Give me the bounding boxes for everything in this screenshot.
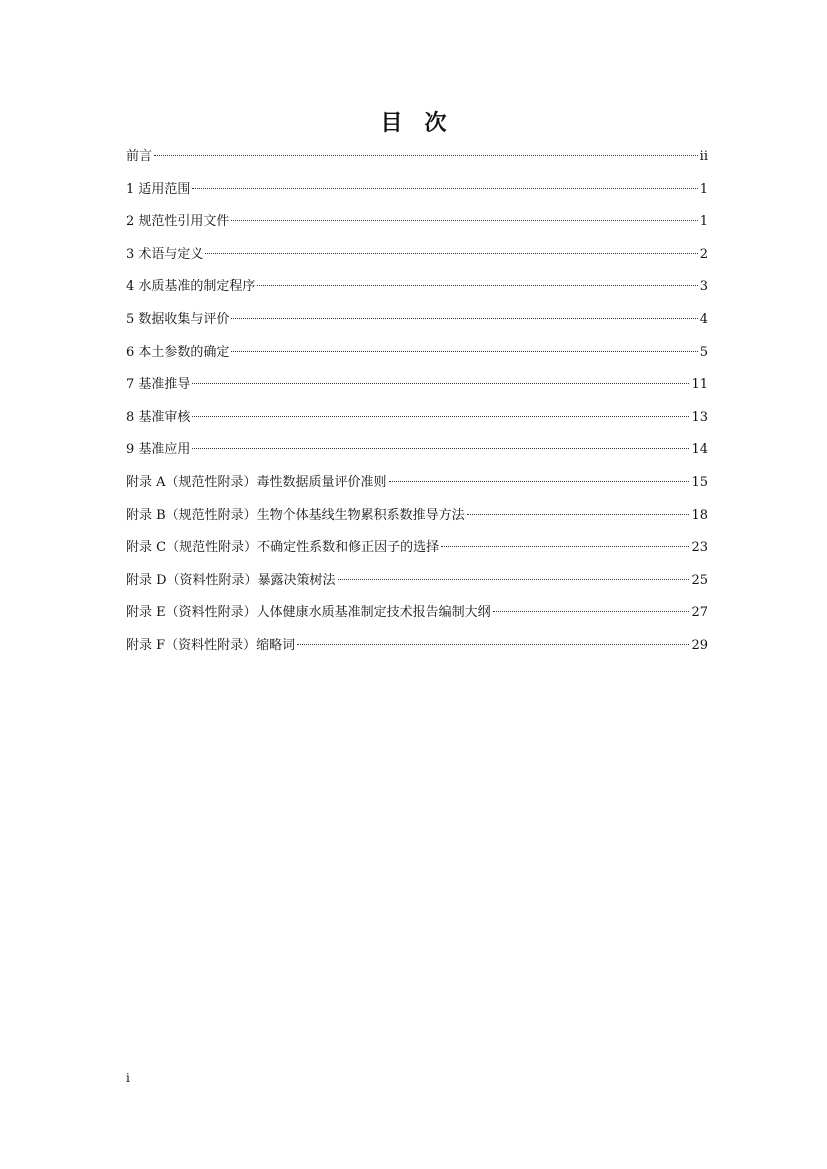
toc-leader-dots <box>493 610 690 612</box>
toc-leader-dots <box>192 447 689 449</box>
toc-leader-dots <box>338 578 690 580</box>
toc-leader-dots <box>257 284 697 286</box>
toc-entry-3[interactable] <box>126 245 708 278</box>
toc-leader-dots <box>231 317 697 319</box>
page-number: i <box>126 1071 130 1085</box>
toc-entry-page: 1 <box>699 181 708 197</box>
page-title: 目 次 <box>380 111 447 136</box>
toc-entry-label: 4 水质基准的制定程序 <box>126 279 256 295</box>
toc-entry-label: 1 适用范围 <box>126 181 191 197</box>
toc-leader-dots <box>467 513 690 515</box>
toc-entry-label: 附录 F（资料性附录）缩略词 <box>126 637 296 653</box>
toc-entry-label: 附录 A（规范性附录）毒性数据质量评价准则 <box>126 474 387 490</box>
toc-leader-dots <box>192 382 689 384</box>
toc-entry-page: 15 <box>691 474 708 490</box>
toc-entry-page: 11 <box>691 377 708 393</box>
toc-leader-dots <box>192 415 689 417</box>
toc-entry-2[interactable] <box>126 212 708 245</box>
toc-entry-page: 4 <box>699 311 708 327</box>
table-of-contents <box>126 147 708 669</box>
toc-leader-dots <box>154 154 698 156</box>
toc-entry-label: 7 基准推导 <box>126 377 191 393</box>
toc-entry-page: 5 <box>699 344 708 360</box>
toc-entry-appendix-a[interactable] <box>126 473 708 506</box>
toc-entry-label: 6 本土参数的确定 <box>126 344 230 360</box>
toc-entry-page: ii <box>699 149 708 164</box>
toc-entry-4[interactable] <box>126 277 708 310</box>
toc-entry-page: 18 <box>691 507 708 523</box>
toc-entry-page: 27 <box>691 605 708 621</box>
toc-entry-page: 2 <box>699 246 708 262</box>
toc-leader-dots <box>205 252 697 254</box>
toc-entry-label: 9 基准应用 <box>126 442 191 458</box>
toc-entry-foreword[interactable] <box>126 147 708 180</box>
toc-entry-page: 1 <box>699 214 708 230</box>
toc-leader-dots <box>389 480 690 482</box>
toc-entry-label: 附录 B（规范性附录）生物个体基线生物累积系数推导方法 <box>126 507 465 523</box>
toc-entry-label: 附录 D（资料性附录）暴露决策树法 <box>126 572 336 588</box>
toc-entry-appendix-b[interactable] <box>126 506 708 539</box>
toc-entry-1[interactable] <box>126 180 708 213</box>
toc-entry-page: 13 <box>691 409 708 425</box>
toc-entry-appendix-c[interactable] <box>126 538 708 571</box>
toc-entry-label: 前言 <box>126 149 153 164</box>
toc-entry-appendix-d[interactable] <box>126 571 708 604</box>
toc-entry-label: 附录 E（资料性附录）人体健康水质基准制定技术报告编制大纲 <box>126 605 491 621</box>
toc-leader-dots <box>192 187 697 189</box>
toc-entry-appendix-f[interactable] <box>126 636 708 669</box>
toc-entry-label: 2 规范性引用文件 <box>126 214 230 230</box>
toc-entry-5[interactable] <box>126 310 708 343</box>
toc-entry-7[interactable] <box>126 375 708 408</box>
toc-entry-page: 14 <box>691 442 708 458</box>
toc-leader-dots <box>231 350 697 352</box>
toc-entry-page: 25 <box>691 572 708 588</box>
toc-leader-dots <box>441 545 689 547</box>
toc-entry-label: 8 基准审核 <box>126 409 191 425</box>
toc-entry-9[interactable] <box>126 440 708 473</box>
toc-entry-6[interactable] <box>126 343 708 376</box>
toc-entry-label: 附录 C（规范性附录）不确定性系数和修正因子的选择 <box>126 540 440 556</box>
toc-entry-label: 5 数据收集与评价 <box>126 311 230 327</box>
toc-leader-dots <box>297 643 689 645</box>
toc-entry-page: 29 <box>691 637 708 653</box>
toc-entry-page: 3 <box>699 279 708 295</box>
toc-entry-appendix-e[interactable] <box>126 603 708 636</box>
toc-entry-8[interactable] <box>126 408 708 441</box>
toc-entry-label: 3 术语与定义 <box>126 246 204 262</box>
toc-leader-dots <box>231 219 697 221</box>
toc-entry-page: 23 <box>691 540 708 556</box>
